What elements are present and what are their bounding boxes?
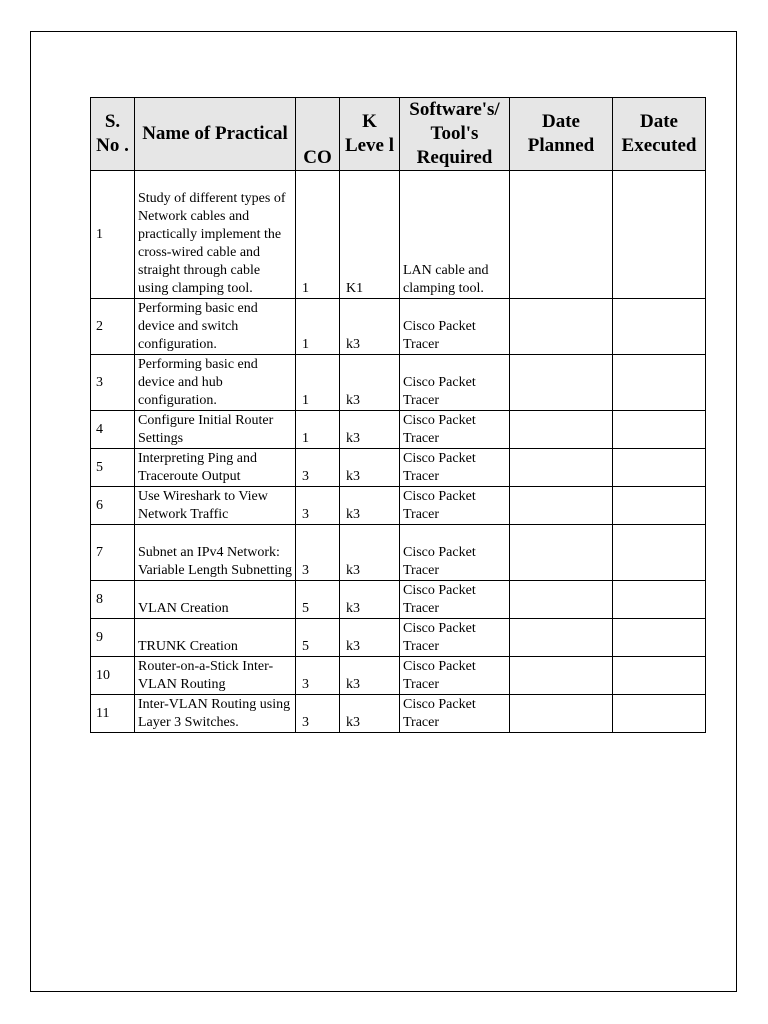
cell-date-executed bbox=[613, 619, 706, 657]
header-date-planned: Date Planned bbox=[510, 98, 613, 171]
header-co: CO bbox=[296, 98, 340, 171]
table-row bbox=[91, 619, 706, 657]
cell-date-executed bbox=[613, 449, 706, 487]
cell-practical-name: TRUNK Creation bbox=[135, 619, 296, 657]
cell-tools-required: Cisco Packet Tracer bbox=[400, 449, 510, 487]
cell-co: 3 bbox=[296, 695, 340, 733]
cell-practical-name: VLAN Creation bbox=[135, 581, 296, 619]
cell-tools-required: Cisco Packet Tracer bbox=[400, 657, 510, 695]
cell-k-level: k3 bbox=[340, 299, 400, 355]
cell-date-executed bbox=[613, 299, 706, 355]
cell-sno: 5 bbox=[91, 449, 135, 487]
cell-date-executed bbox=[613, 171, 706, 299]
cell-date-planned bbox=[510, 487, 613, 525]
table-row bbox=[91, 449, 706, 487]
cell-practical-name: Configure Initial Router Settings bbox=[135, 411, 296, 449]
cell-date-executed bbox=[613, 355, 706, 411]
cell-date-planned bbox=[510, 299, 613, 355]
cell-co: 1 bbox=[296, 171, 340, 299]
cell-tools-required: LAN cable and clamping tool. bbox=[400, 171, 510, 299]
cell-sno: 9 bbox=[91, 619, 135, 657]
cell-k-level: k3 bbox=[340, 657, 400, 695]
cell-k-level: k3 bbox=[340, 695, 400, 733]
cell-k-level: k3 bbox=[340, 487, 400, 525]
cell-practical-name: Use Wireshark to View Network Traffic bbox=[135, 487, 296, 525]
cell-co: 5 bbox=[296, 619, 340, 657]
cell-date-planned bbox=[510, 581, 613, 619]
header-tools-required: Software's/ Tool's Required bbox=[400, 98, 510, 171]
cell-date-executed bbox=[613, 581, 706, 619]
table-row bbox=[91, 299, 706, 355]
table-row bbox=[91, 581, 706, 619]
cell-tools-required: Cisco Packet Tracer bbox=[400, 487, 510, 525]
cell-sno: 7 bbox=[91, 525, 135, 581]
cell-tools-required: Cisco Packet Tracer bbox=[400, 355, 510, 411]
cell-tools-required: Cisco Packet Tracer bbox=[400, 581, 510, 619]
cell-date-planned bbox=[510, 525, 613, 581]
header-sno: S. No . bbox=[91, 98, 135, 171]
cell-date-planned bbox=[510, 695, 613, 733]
cell-k-level: k3 bbox=[340, 619, 400, 657]
cell-date-executed bbox=[613, 411, 706, 449]
cell-date-executed bbox=[613, 657, 706, 695]
cell-tools-required: Cisco Packet Tracer bbox=[400, 299, 510, 355]
cell-co: 3 bbox=[296, 525, 340, 581]
cell-tools-required: Cisco Packet Tracer bbox=[400, 619, 510, 657]
cell-sno: 11 bbox=[91, 695, 135, 733]
cell-k-level: k3 bbox=[340, 355, 400, 411]
cell-co: 1 bbox=[296, 355, 340, 411]
header-row bbox=[91, 98, 706, 171]
cell-k-level: k3 bbox=[340, 449, 400, 487]
cell-practical-name: Performing basic end device and switch configuration. bbox=[135, 299, 296, 355]
header-k-level: K Leve l bbox=[340, 98, 400, 171]
cell-co: 3 bbox=[296, 449, 340, 487]
cell-date-planned bbox=[510, 449, 613, 487]
cell-co: 1 bbox=[296, 411, 340, 449]
cell-co: 5 bbox=[296, 581, 340, 619]
cell-date-planned bbox=[510, 411, 613, 449]
cell-practical-name: Router-on-a-Stick Inter-VLAN Routing bbox=[135, 657, 296, 695]
cell-date-executed bbox=[613, 487, 706, 525]
cell-co: 1 bbox=[296, 299, 340, 355]
cell-sno: 2 bbox=[91, 299, 135, 355]
cell-date-planned bbox=[510, 657, 613, 695]
cell-sno: 10 bbox=[91, 657, 135, 695]
cell-sno: 4 bbox=[91, 411, 135, 449]
table-row bbox=[91, 171, 706, 299]
table-row bbox=[91, 355, 706, 411]
cell-practical-name: Subnet an IPv4 Network: Variable Length Subnetting bbox=[135, 525, 296, 581]
table-row bbox=[91, 487, 706, 525]
cell-k-level: k3 bbox=[340, 525, 400, 581]
table-row bbox=[91, 657, 706, 695]
practicals-table bbox=[90, 97, 706, 733]
cell-tools-required: Cisco Packet Tracer bbox=[400, 525, 510, 581]
cell-practical-name: Inter-VLAN Routing using Layer 3 Switches. bbox=[135, 695, 296, 733]
cell-practical-name: Performing basic end device and hub configuration. bbox=[135, 355, 296, 411]
cell-date-planned bbox=[510, 171, 613, 299]
cell-sno: 6 bbox=[91, 487, 135, 525]
cell-k-level: k3 bbox=[340, 581, 400, 619]
cell-sno: 1 bbox=[91, 171, 135, 299]
header-name-of-practical: Name of Practical bbox=[135, 98, 296, 171]
cell-tools-required: Cisco Packet Tracer bbox=[400, 411, 510, 449]
table-row bbox=[91, 695, 706, 733]
cell-practical-name: Interpreting Ping and Traceroute Output bbox=[135, 449, 296, 487]
cell-sno: 3 bbox=[91, 355, 135, 411]
table-row bbox=[91, 411, 706, 449]
cell-k-level: k3 bbox=[340, 411, 400, 449]
cell-sno: 8 bbox=[91, 581, 135, 619]
cell-practical-name: Study of different types of Network cables and practically implement the cross-wired cable and straight through cable using clamping tool. bbox=[135, 171, 296, 299]
cell-date-executed bbox=[613, 695, 706, 733]
cell-k-level: K1 bbox=[340, 171, 400, 299]
table-row bbox=[91, 525, 706, 581]
header-date-executed: Date Executed bbox=[613, 98, 706, 171]
cell-date-executed bbox=[613, 525, 706, 581]
cell-date-planned bbox=[510, 619, 613, 657]
cell-tools-required: Cisco Packet Tracer bbox=[400, 695, 510, 733]
cell-co: 3 bbox=[296, 487, 340, 525]
cell-date-planned bbox=[510, 355, 613, 411]
cell-co: 3 bbox=[296, 657, 340, 695]
